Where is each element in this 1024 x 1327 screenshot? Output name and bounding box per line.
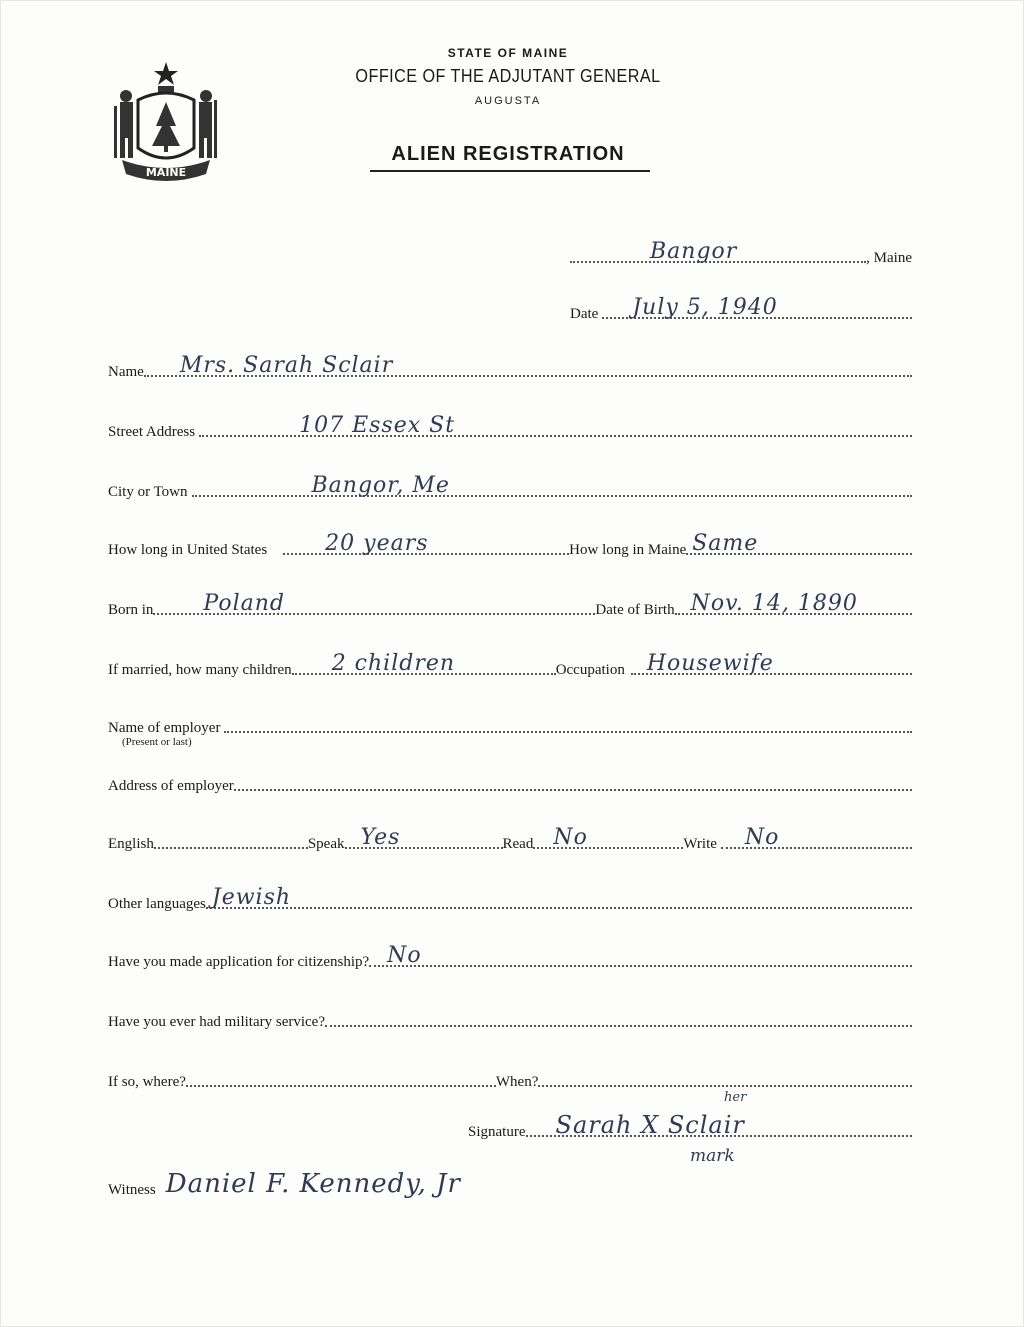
witness-value: Daniel F. Kennedy, Jr <box>165 1169 461 1199</box>
witness-label: Witness <box>108 1182 156 1198</box>
street-field[interactable] <box>199 407 912 437</box>
born-value: Poland <box>203 591 285 616</box>
signature-value: Sarah X Sclair <box>555 1111 745 1139</box>
occupation-value: Housewife <box>646 651 774 676</box>
write-label: Write <box>683 836 717 852</box>
form-title: ALIEN REGISTRATION <box>391 143 625 165</box>
speak-field[interactable] <box>345 819 503 849</box>
name-label: Name <box>108 364 144 380</box>
speak-value: Yes <box>360 825 401 850</box>
other-languages-label: Other languages <box>108 896 206 912</box>
military-row <box>108 1004 912 1032</box>
where-field[interactable] <box>186 1057 496 1087</box>
maine-time-field[interactable] <box>686 525 912 555</box>
employer-label: Name of employer <box>108 720 221 736</box>
witness-field[interactable] <box>156 1167 528 1199</box>
date-label: Date <box>570 306 599 322</box>
signature-her-note: her <box>724 1090 747 1105</box>
employer-field[interactable] <box>224 703 912 733</box>
citizenship-label: Have you made application for citizenship? <box>108 954 370 970</box>
military-field[interactable] <box>325 997 912 1027</box>
place-field[interactable] <box>570 233 866 263</box>
when-label: When? <box>495 1074 539 1090</box>
other-languages-value: Jewish <box>211 885 292 910</box>
us-time-value: 20 years <box>325 531 429 556</box>
date-row <box>570 296 912 324</box>
where-label: If so, where? <box>108 1074 186 1090</box>
city-value: Bangor, Me <box>311 473 450 498</box>
write-value: No <box>744 825 780 850</box>
english-row <box>108 826 912 854</box>
employer-address-row <box>108 768 912 796</box>
date-value: July 5, 1940 <box>632 295 778 320</box>
us-time-field[interactable] <box>283 525 569 555</box>
military-label: Have you ever had military service? <box>108 1014 325 1030</box>
name-row <box>108 354 912 382</box>
header-state: STATE OF MAINE <box>447 46 569 60</box>
header-city: AUGUSTA <box>474 95 542 107</box>
seal-banner-text: MAINE <box>145 166 187 179</box>
read-field[interactable] <box>533 819 683 849</box>
read-label: Read <box>502 836 534 852</box>
occupation-field[interactable] <box>631 645 912 675</box>
citizenship-value: No <box>387 943 422 968</box>
name-value: Mrs. Sarah Sclair <box>179 353 394 378</box>
children-label: If married, how many children <box>108 662 292 678</box>
city-field[interactable] <box>192 467 912 497</box>
maine-time-label: How long in Maine <box>569 542 687 558</box>
birth-row <box>108 592 912 620</box>
place-row <box>570 240 912 268</box>
street-label: Street Address <box>108 424 196 440</box>
name-field[interactable] <box>144 347 912 377</box>
signature-mark-note: mark <box>690 1146 735 1166</box>
title-underline <box>370 170 650 172</box>
when-field[interactable] <box>538 1057 912 1087</box>
place-label: , Maine <box>866 250 912 266</box>
family-row <box>108 652 912 680</box>
signature-row <box>468 1111 912 1142</box>
dob-field[interactable] <box>675 585 912 615</box>
city-label: City or Town <box>108 484 188 500</box>
where-when-row <box>108 1064 912 1092</box>
street-value: 107 Essex St <box>299 413 456 438</box>
employer-row <box>108 710 912 738</box>
children-value: 2 children <box>331 651 456 676</box>
city-row <box>108 474 912 502</box>
read-value: No <box>553 825 588 850</box>
street-row <box>108 414 912 442</box>
us-time-label: How long in United States <box>108 542 268 558</box>
other-languages-row <box>108 886 912 914</box>
residence-row <box>108 532 912 560</box>
citizenship-field[interactable] <box>369 937 912 967</box>
citizenship-row <box>108 944 912 972</box>
english-label: English <box>108 836 154 852</box>
signature-field[interactable] <box>526 1107 913 1137</box>
occupation-label: Occupation <box>555 662 625 678</box>
dob-label: Date of Birth <box>595 602 675 618</box>
witness-row <box>108 1169 528 1200</box>
place-value: Bangor <box>650 239 738 264</box>
speak-label: Speak <box>307 836 345 852</box>
born-label: Born in <box>108 602 154 618</box>
children-field[interactable] <box>292 645 556 675</box>
write-field[interactable] <box>721 819 912 849</box>
english-field <box>154 819 308 849</box>
employer-address-label: Address of employer <box>108 778 234 794</box>
employer-address-field[interactable] <box>234 761 912 791</box>
header-office: OFFICE OF THE ADJUTANT GENERAL <box>355 66 661 86</box>
dob-value: Nov. 14, 1890 <box>690 591 858 616</box>
other-languages-field[interactable] <box>206 879 912 909</box>
born-field[interactable] <box>153 585 595 615</box>
signature-label: Signature <box>468 1124 526 1140</box>
maine-time-value: Same <box>692 531 759 556</box>
employer-sublabel: (Present or last) <box>122 736 192 748</box>
date-field[interactable] <box>602 289 912 319</box>
